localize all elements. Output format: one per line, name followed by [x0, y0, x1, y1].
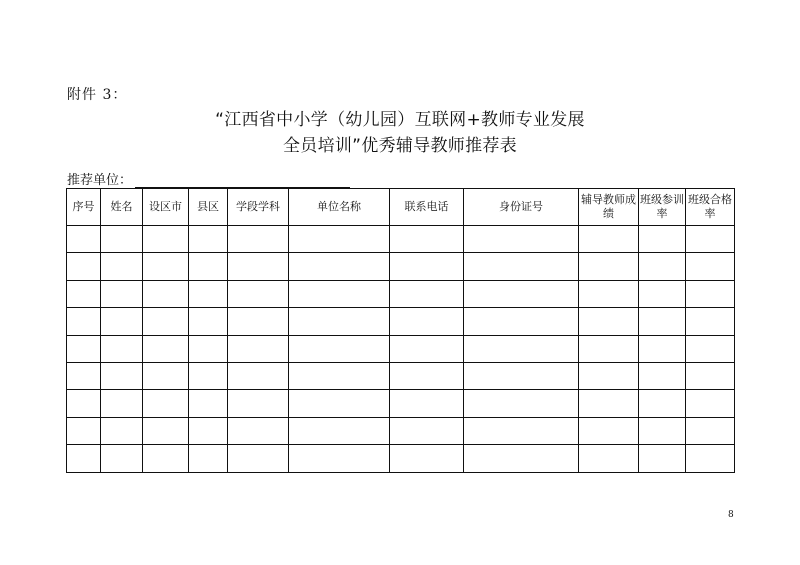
table-cell[interactable]: [686, 308, 735, 335]
table-cell[interactable]: [67, 445, 101, 472]
table-cell[interactable]: [579, 308, 639, 335]
table-cell[interactable]: [464, 362, 579, 389]
table-cell[interactable]: [639, 253, 686, 280]
table-row: [67, 417, 735, 444]
table-cell[interactable]: [686, 445, 735, 472]
table-cell[interactable]: [228, 253, 289, 280]
table-cell[interactable]: [464, 417, 579, 444]
table-cell[interactable]: [189, 417, 228, 444]
table-cell[interactable]: [101, 253, 143, 280]
table-cell[interactable]: [686, 335, 735, 362]
table-cell[interactable]: [228, 226, 289, 253]
table-cell[interactable]: [390, 445, 464, 472]
table-cell[interactable]: [289, 253, 390, 280]
table-cell[interactable]: [464, 253, 579, 280]
table-cell[interactable]: [464, 226, 579, 253]
title-line-2: 全员培训”优秀辅导教师推荐表: [282, 136, 517, 156]
page-number: 8: [728, 510, 734, 520]
header-city: 设区市: [143, 189, 189, 226]
table-cell[interactable]: [101, 390, 143, 417]
table-cell[interactable]: [390, 280, 464, 307]
table-row: [67, 253, 735, 280]
header-id-number: 身份证号: [464, 189, 579, 226]
table-cell[interactable]: [579, 417, 639, 444]
header-phone: 联系电话: [390, 189, 464, 226]
table-cell[interactable]: [289, 280, 390, 307]
table-cell[interactable]: [289, 362, 390, 389]
table-cell[interactable]: [686, 280, 735, 307]
table-cell[interactable]: [390, 253, 464, 280]
recommend-unit-row: [67, 169, 350, 188]
table-cell[interactable]: [289, 445, 390, 472]
table-body: [67, 226, 735, 473]
table-cell[interactable]: [639, 445, 686, 472]
table-cell[interactable]: [228, 335, 289, 362]
table-cell[interactable]: [228, 417, 289, 444]
header-pass-rate: 班级合格率: [686, 189, 735, 226]
header-unit-name: 单位名称: [289, 189, 390, 226]
table-cell[interactable]: [390, 390, 464, 417]
recommend-unit-label: 推荐单位：: [67, 173, 133, 188]
table-cell[interactable]: [464, 445, 579, 472]
table-cell[interactable]: [390, 335, 464, 362]
table-cell[interactable]: [639, 226, 686, 253]
table-cell[interactable]: [189, 390, 228, 417]
table-cell[interactable]: [143, 226, 189, 253]
table-cell[interactable]: [390, 308, 464, 335]
table-cell[interactable]: [639, 390, 686, 417]
table-cell[interactable]: [143, 362, 189, 389]
table-cell[interactable]: [289, 308, 390, 335]
recommendation-table: [66, 188, 735, 473]
table-cell[interactable]: [289, 335, 390, 362]
table-cell[interactable]: [686, 362, 735, 389]
table-cell[interactable]: [464, 308, 579, 335]
table-cell[interactable]: [67, 417, 101, 444]
table-cell[interactable]: [67, 226, 101, 253]
table-cell[interactable]: [143, 390, 189, 417]
table-cell[interactable]: [101, 417, 143, 444]
table-cell[interactable]: [289, 417, 390, 444]
header-county: 县区: [189, 189, 228, 226]
table-cell[interactable]: [579, 362, 639, 389]
table-cell[interactable]: [639, 417, 686, 444]
table-cell[interactable]: [289, 390, 390, 417]
table-cell[interactable]: [464, 280, 579, 307]
table-cell[interactable]: [189, 445, 228, 472]
table-cell[interactable]: [289, 226, 390, 253]
table-cell[interactable]: [101, 362, 143, 389]
table-cell[interactable]: [143, 280, 189, 307]
table-row: [67, 226, 735, 253]
table-cell[interactable]: [228, 390, 289, 417]
table-cell[interactable]: [686, 226, 735, 253]
table-cell[interactable]: [143, 417, 189, 444]
table-cell[interactable]: [143, 335, 189, 362]
table-cell[interactable]: [67, 280, 101, 307]
table-cell[interactable]: [228, 445, 289, 472]
table-cell[interactable]: [143, 445, 189, 472]
title-line-1: “江西省中小学（幼儿园）互联网+教师专业发展: [215, 110, 585, 130]
table-row: [67, 362, 735, 389]
table-cell[interactable]: [390, 417, 464, 444]
table-cell[interactable]: [579, 390, 639, 417]
table-cell[interactable]: [143, 253, 189, 280]
attachment-label: 附件 3：: [67, 87, 128, 103]
table-cell[interactable]: [686, 253, 735, 280]
table-cell[interactable]: [390, 362, 464, 389]
table-cell[interactable]: [639, 362, 686, 389]
table-cell[interactable]: [390, 226, 464, 253]
table-cell[interactable]: [579, 445, 639, 472]
table-cell[interactable]: [189, 362, 228, 389]
table-row: [67, 445, 735, 472]
table-cell[interactable]: [228, 308, 289, 335]
table-cell[interactable]: [67, 253, 101, 280]
table-cell[interactable]: [639, 280, 686, 307]
table-cell[interactable]: [67, 390, 101, 417]
table-cell[interactable]: [143, 308, 189, 335]
table-header-row: [67, 189, 735, 226]
table-cell[interactable]: [101, 445, 143, 472]
table-cell[interactable]: [579, 226, 639, 253]
table-cell[interactable]: [464, 335, 579, 362]
table-row: [67, 390, 735, 417]
table-cell[interactable]: [101, 280, 143, 307]
table-cell[interactable]: [579, 253, 639, 280]
table-cell[interactable]: [639, 335, 686, 362]
table-cell[interactable]: [101, 335, 143, 362]
table-cell[interactable]: [101, 308, 143, 335]
header-stage-subject: 学段学科: [228, 189, 289, 226]
header-participation-rate: 班级参训率: [639, 189, 686, 226]
table-cell[interactable]: [464, 390, 579, 417]
table-row: [67, 308, 735, 335]
header-tutor-score: 辅导教师成绩: [579, 189, 639, 226]
table-cell[interactable]: [686, 390, 735, 417]
table-cell[interactable]: [228, 362, 289, 389]
table-cell[interactable]: [67, 308, 101, 335]
table-cell[interactable]: [67, 362, 101, 389]
table-row: [67, 280, 735, 307]
recommend-unit-blank[interactable]: [135, 173, 350, 188]
table-cell[interactable]: [579, 280, 639, 307]
table-cell[interactable]: [67, 335, 101, 362]
table-cell[interactable]: [686, 417, 735, 444]
table-cell[interactable]: [639, 308, 686, 335]
table-cell[interactable]: [189, 308, 228, 335]
table-cell[interactable]: [101, 226, 143, 253]
header-serial: 序号: [67, 189, 101, 226]
table-cell[interactable]: [579, 335, 639, 362]
table-cell[interactable]: [189, 253, 228, 280]
table-cell[interactable]: [228, 280, 289, 307]
header-name: 姓名: [101, 189, 143, 226]
table-cell[interactable]: [189, 280, 228, 307]
table-cell[interactable]: [189, 335, 228, 362]
table-cell[interactable]: [189, 226, 228, 253]
table-row: [67, 335, 735, 362]
